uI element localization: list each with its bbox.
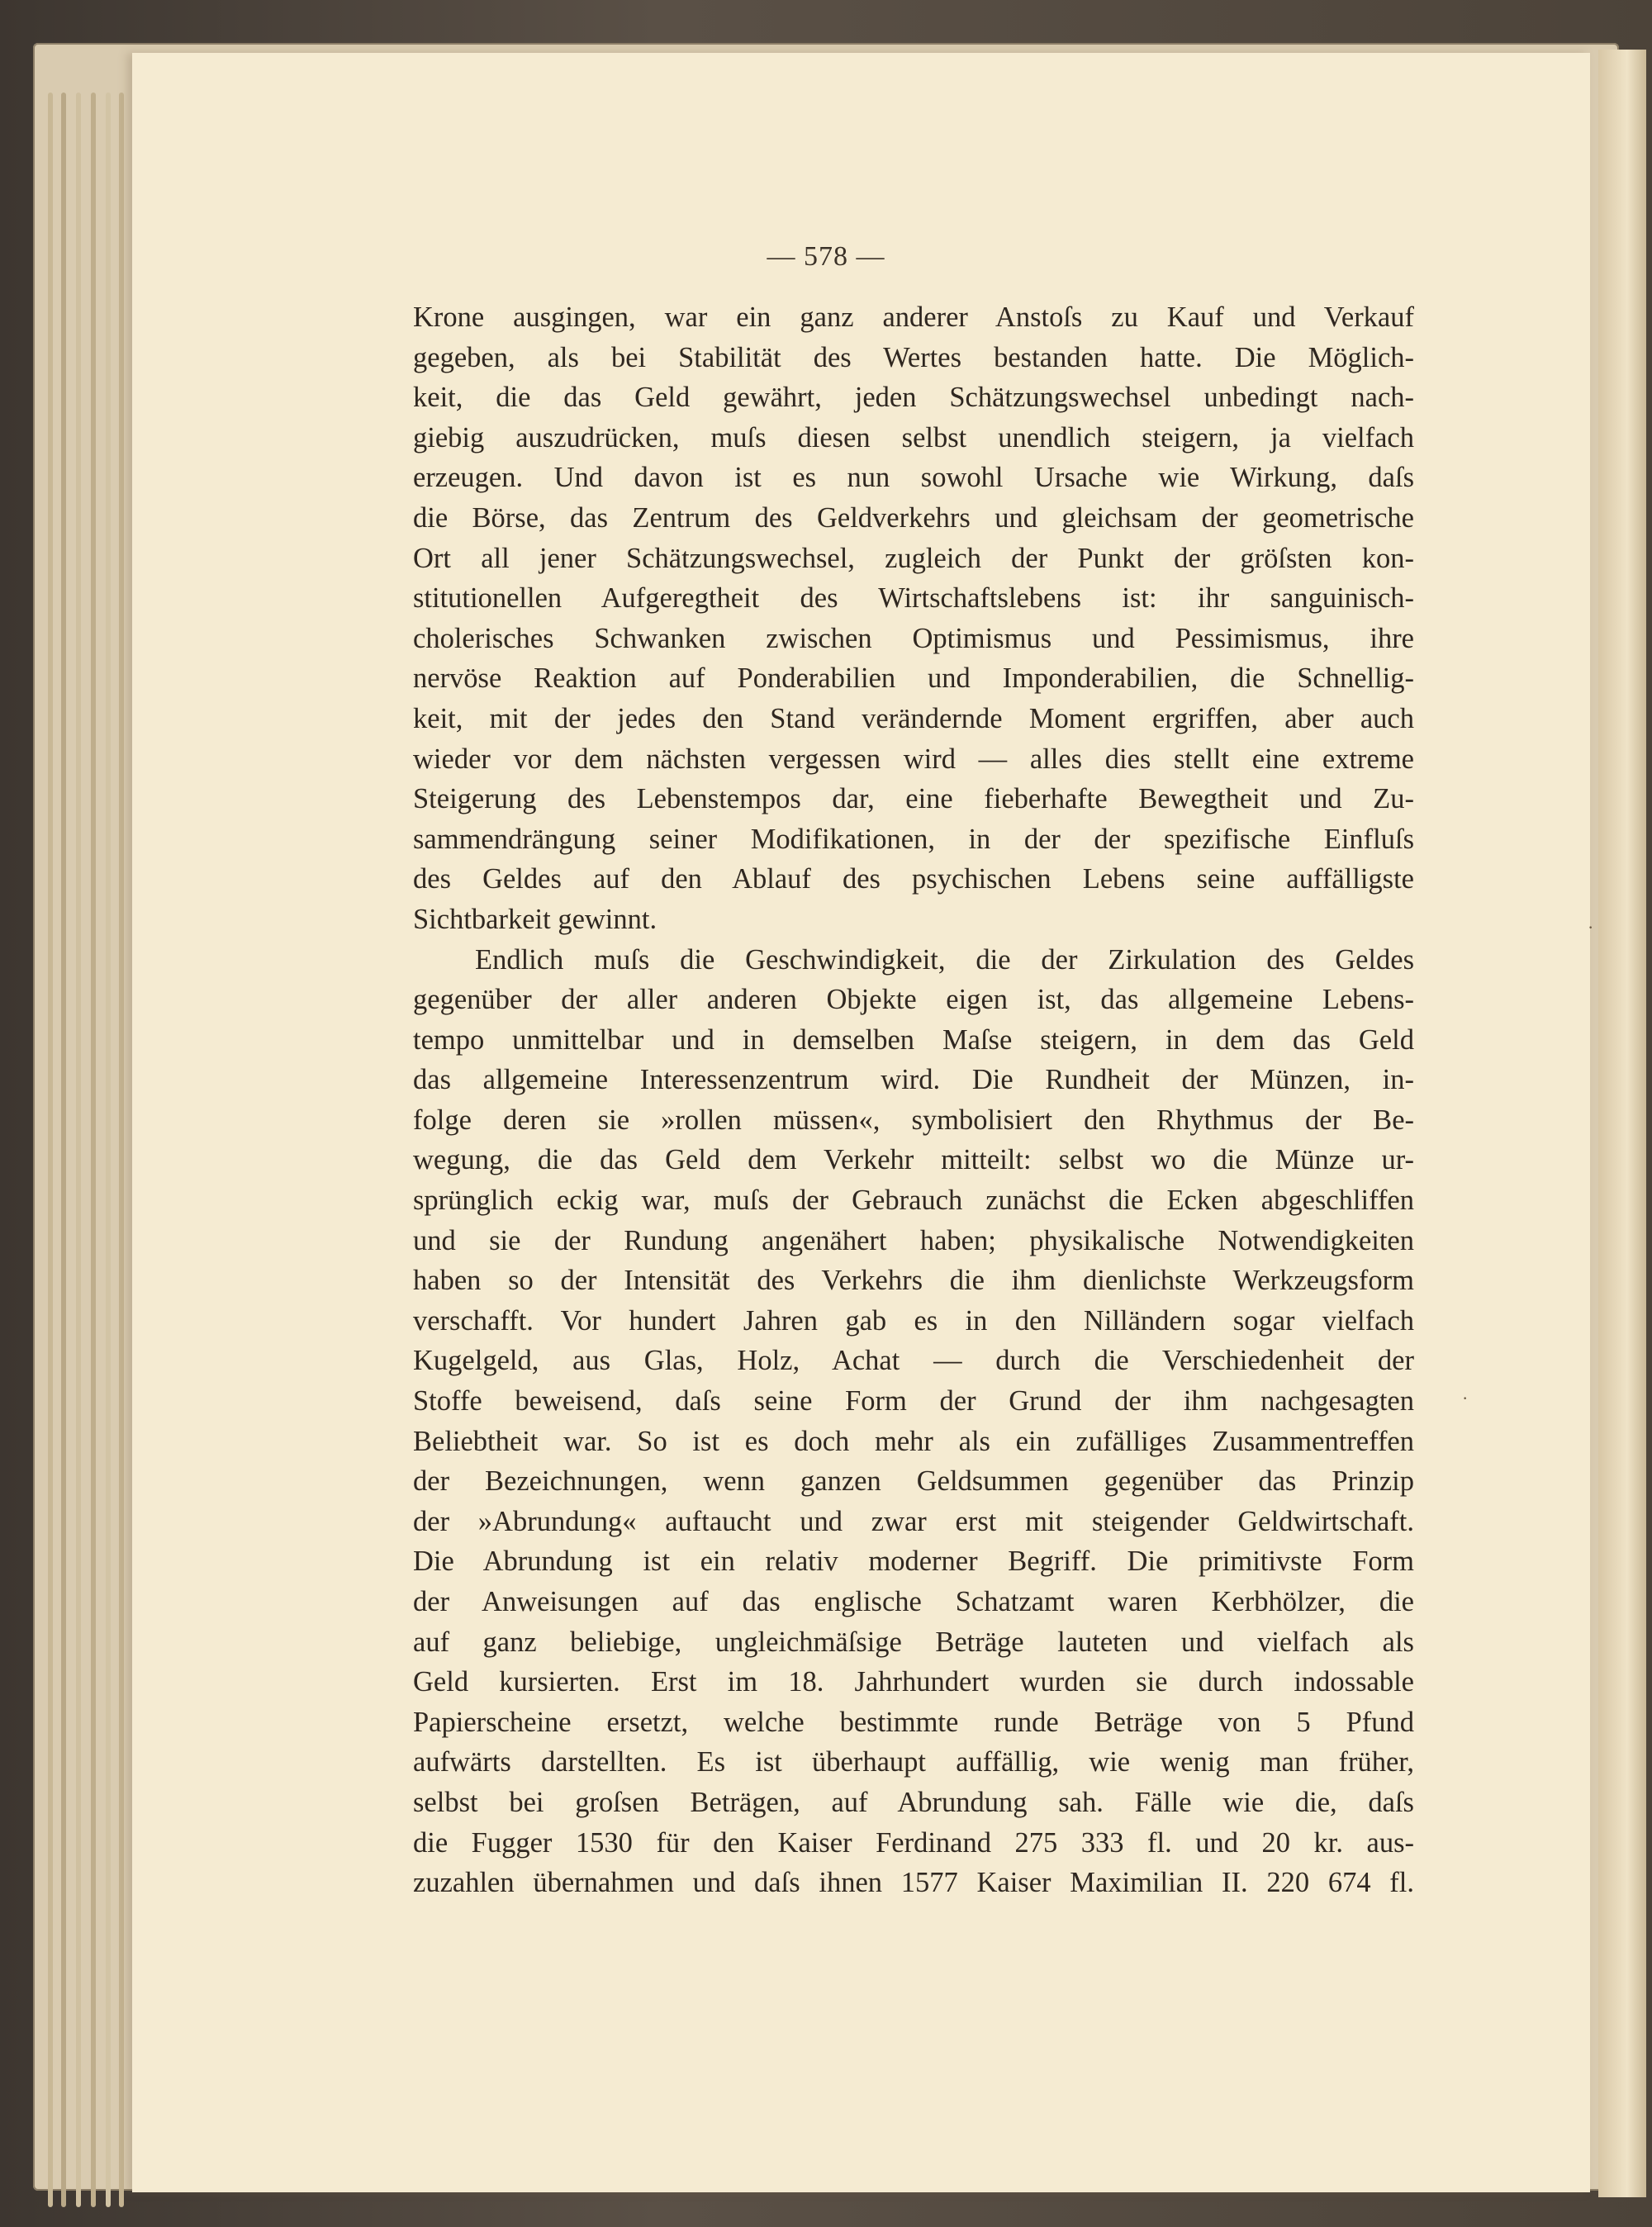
text-line: Ort all jener Schätzungswechsel, zugleich der Punkt der gröſsten kon-	[413, 542, 1414, 574]
text-line: Papierscheine ersetzt, welche bestimmte runde Beträge von 5 Pfund	[413, 1706, 1414, 1738]
text-line: gegenüber der aller anderen Objekte eigen ist, das allgemeine Lebens-	[413, 984, 1414, 1016]
text-line: Beliebtheit war. So ist es doch mehr als ein zufälliges Zusammentreffen	[413, 1425, 1414, 1457]
text-line: folge deren sie »rollen müssen«, symbolisiert den Rhythmus der Be-	[413, 1104, 1414, 1136]
text-line: des Geldes auf den Ablauf des psychischen Lebens seine auffälligste	[413, 863, 1414, 895]
page-number-header: — 578 —	[767, 241, 885, 272]
text-line: verschafft. Vor hundert Jahren gab es in den Nilländern sogar vielfach	[413, 1304, 1414, 1337]
page-edge	[48, 93, 53, 2207]
text-line: der Bezeichnungen, wenn ganzen Geldsummen gegenüber das Prinzip	[413, 1465, 1414, 1498]
text-line: Sichtbarkeit gewinnt.	[413, 903, 657, 935]
text-line: nervöse Reaktion auf Ponderabilien und Imponderabilien, die Schnellig-	[413, 662, 1414, 695]
text-line: gegeben, als bei Stabilität des Wertes bestanden hatte. Die Möglich-	[413, 341, 1414, 373]
text-line: selbst bei groſsen Beträgen, auf Abrundung sah. Fälle wie die, daſs	[413, 1786, 1414, 1818]
text-line: erzeugen. Und davon ist es nun sowohl Ursache wie Wirkung, daſs	[413, 462, 1414, 494]
text-line: Geld kursierten. Erst im 18. Jahrhundert wurden sie durch indossable	[413, 1666, 1414, 1698]
margin-speck: ·	[1588, 917, 1594, 938]
text-line: keit, die das Geld gewährt, jeden Schätzungswechsel unbedingt nach-	[413, 382, 1414, 414]
text-line: sammendrängung seiner Modifikationen, in der der spezifische Einfluſs	[413, 823, 1414, 855]
text-line: aufwärts darstellten. Es ist überhaupt auffällig, wie wenig man früher,	[413, 1746, 1414, 1778]
text-line: giebig auszudrücken, muſs diesen selbst unendlich steigern, ja vielfach	[413, 421, 1414, 453]
body-text	[413, 297, 1414, 1903]
facing-page-edge	[1598, 50, 1646, 2197]
text-line: tempo unmittelbar und in demselben Maſse steigern, in dem das Geld	[413, 1023, 1414, 1056]
text-line: cholerisches Schwanken zwischen Optimismus und Pessimismus, ihre	[413, 622, 1414, 654]
page-edge	[106, 93, 111, 2207]
text-line: stitutionellen Aufgeregtheit des Wirtschaftslebens ist: ihr sanguinisch-	[413, 582, 1414, 615]
text-line: der Anweisungen auf das englische Schatzamt waren Kerbhölzer, die	[413, 1586, 1414, 1617]
text-line: die Fugger 1530 für den Kaiser Ferdinand 275 333 fl. und 20 kr. aus-	[413, 1826, 1414, 1859]
text-line: haben so der Intensität des Verkehrs die ihm dienlichste Werkzeugsform	[413, 1265, 1414, 1297]
text-line: das allgemeine Interessenzentrum wird. Die Rundheit der Münzen, in-	[413, 1064, 1414, 1096]
text-line: und sie der Rundung angenähert haben; physikalische Notwendigkeiten	[413, 1224, 1414, 1256]
page-edge	[61, 93, 66, 2207]
text-line: wieder vor dem nächsten vergessen wird — alles dies stellt eine extreme	[413, 743, 1414, 775]
text-line: keit, mit der jedes den Stand verändernde Moment ergriffen, aber auch	[413, 702, 1414, 734]
text-line: Steigerung des Lebenstempos dar, eine fieberhafte Bewegtheit und Zu-	[413, 783, 1414, 815]
text-line: Endlich muſs die Geschwindigkeit, die der Zirkulation des Geldes	[475, 943, 1414, 976]
text-line: Krone ausgingen, war ein ganz anderer Anstoſs zu Kauf und Verkauf	[413, 302, 1414, 333]
margin-speck: ·	[1462, 1388, 1469, 1408]
text-line: der »Abrundung« auftaucht und zwar erst mit steigender Geldwirtschaft.	[413, 1505, 1414, 1537]
text-line: Stoffe beweisend, daſs seine Form der Grund der ihm nachgesagten	[413, 1385, 1414, 1417]
text-line: wegung, die das Geld dem Verkehr mitteilt: selbst wo die Münze ur-	[413, 1144, 1414, 1176]
text-line: Die Abrundung ist ein relativ moderner Begriff. Die primitivste Form	[413, 1546, 1414, 1578]
page-edge	[119, 93, 124, 2207]
text-line: Kugelgeld, aus Glas, Holz, Achat — durch die Verschiedenheit der	[413, 1345, 1414, 1377]
text-line: zuzahlen übernahmen und daſs ihnen 1577 Kaiser Maximilian II. 220 674 fl.	[413, 1867, 1414, 1899]
text-line: die Börse, das Zentrum des Geldverkehrs und gleichsam der geometrische	[413, 501, 1414, 534]
page-edge	[76, 93, 81, 2207]
text-line: sprünglich eckig war, muſs der Gebrauch zunächst die Ecken abgeschliffen	[413, 1185, 1414, 1217]
page-edge	[91, 93, 96, 2207]
paragraph	[413, 940, 1414, 1903]
paragraph	[413, 297, 1414, 940]
text-line: auf ganz beliebige, ungleichmäſsige Beträge lauteten und vielfach als	[413, 1626, 1414, 1658]
